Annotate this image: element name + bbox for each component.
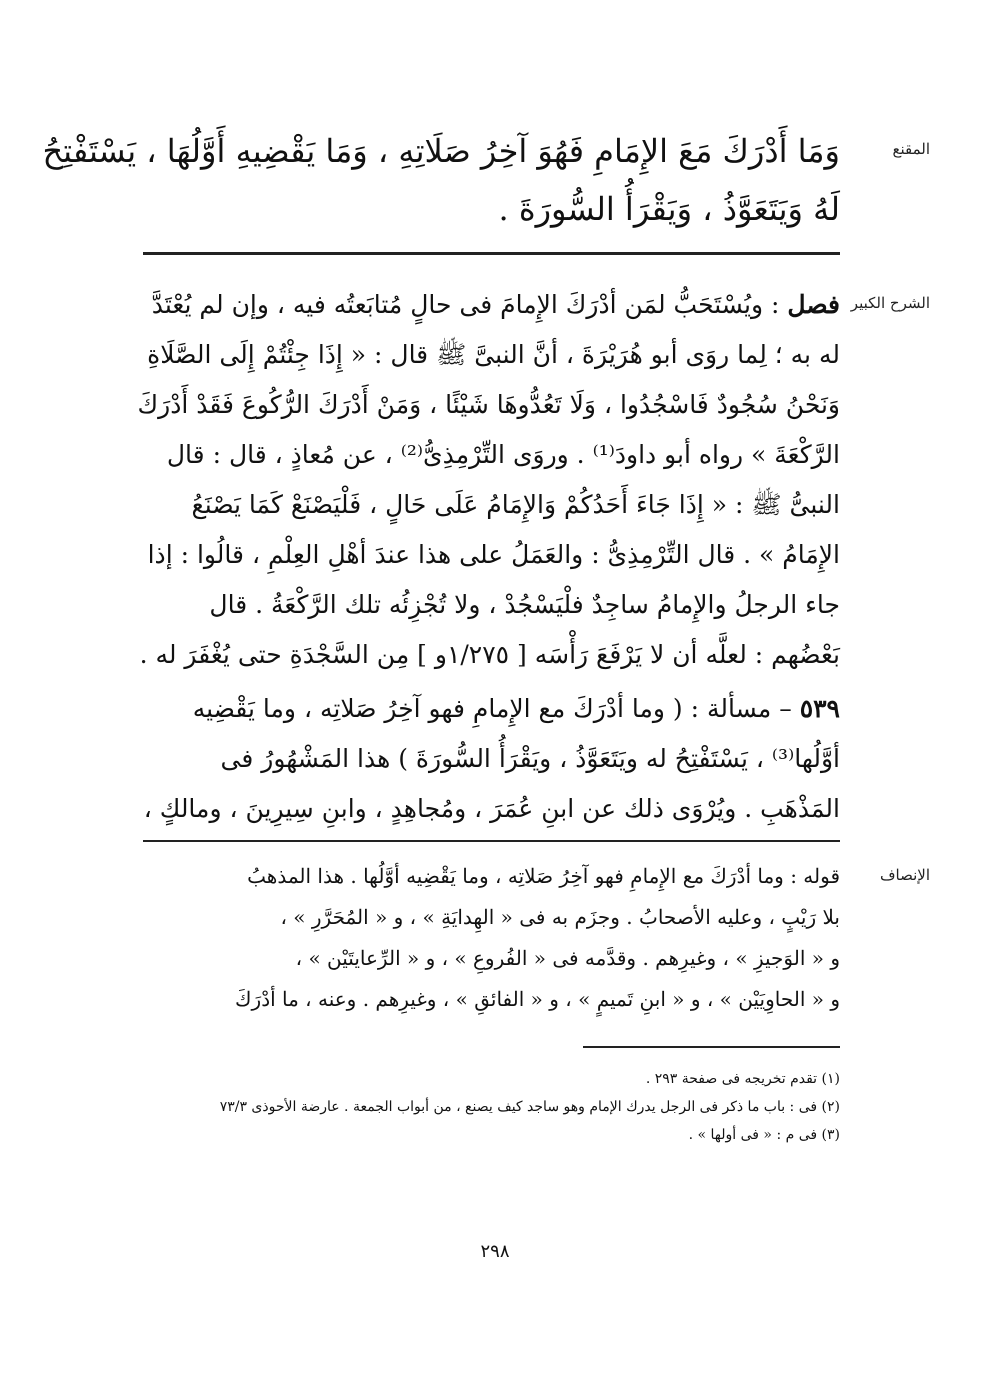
sharh-line: جاء الرجلُ والإِمامُ ساجِدٌ فلْيَسْجُدْ ، ولا تُجْزِئُه تلك الرَّكْعَةُ . قال <box>209 590 840 619</box>
masala-line: المَذْهَبِ . ويُرْوَى ذلك عن ابنِ عُمَرَ ، ومُجاهِدٍ ، وابنِ سِيرِينَ ، ومالكٍ ، <box>143 794 840 823</box>
insaf-line: بلا رَيْبٍ ، وعليه الأصحابُ . وجزَم به فى « الهِدايَةِ » ، و « المُحَرَّرِ » ، <box>280 905 840 929</box>
footnotes <box>140 1068 840 1152</box>
page-number: ٢٩٨ <box>480 1241 510 1262</box>
section-divider <box>143 252 840 255</box>
footnote: (٣) فى م : « فى أولها » . <box>688 1127 840 1143</box>
sharh-text <box>137 280 840 834</box>
insaf-line: و « الحاوِيَيْن » ، و « ابنِ تَميمٍ » ، و « الفائقِ » ، وغيرِهم . وعنه ، ما أدْرَكَ <box>235 987 840 1011</box>
sharh-line-text: : ويُسْتَحَبُّ لمَن أدْرَكَ الإِمامَ فى حالٍ مُتابَعتُه فيه ، وإن لم يُعْتَدَّ <box>151 290 780 319</box>
sharh-line: بَعْضُهم : لعلَّه أن لا يَرْفَعَ رَأْسَه [ ١/٢٧٥و ] مِن السَّجْدَةِ حتى يُغْفَرَ له . <box>139 640 840 669</box>
footnote: (٢) فى : باب ما ذكر فى الرجل يدرك الإمام وهو ساجد كيف يصنع ، من أبواب الجمعة . عارضة الأحوذى ٧٣/٣ <box>219 1099 840 1115</box>
section-label-sharh: الشرح الكبير <box>850 294 930 312</box>
insaf-text <box>140 856 840 1020</box>
masala-line: أوَّلُها⁽³⁾ ، يَسْتَفْتِحُ له ويَتَعَوَّذُ ، ويَقْرَأُ السُّورَةَ ) هذا المَشْهُورُ فى <box>220 744 840 773</box>
muqni-line: وَمَا أَدْرَكَ مَعَ الإِمَامِ فَهُوَ آخِرُ صَلَاتِهِ ، وَمَا يَقْضِيهِ أَوَّلُهَا ، يَسْتَفْتِحُ <box>42 132 840 170</box>
masala-line-text: – مسألة : ( وما أدْرَكَ مع الإِمامِ فهو آخِرُ صَلاتِه ، وما يَقْضِيه <box>192 694 792 723</box>
muqni-line: لَهُ وَيَتَعَوَّذُ ، وَيَقْرَأُ السُّورَةَ . <box>498 190 840 228</box>
masala-number: ٥٣٩ <box>799 694 840 723</box>
fasl-heading: فصل <box>787 290 840 319</box>
sharh-line: الإِمَامُ » . قال التِّرْمِذِىُّ : والعَمَلُ على هذا عندَ أهْلِ العِلْمِ ، قالُوا : إذا <box>147 540 840 569</box>
sharh-line <box>140 280 840 330</box>
insaf-line: قوله : وما أدْرَكَ مع الإِمامِ فهو آخِرُ صَلاتِه ، وما يَقْضِيه أوَّلُها . هذا المذهبُ <box>247 864 840 888</box>
sharh-line: وَنَحْنُ سُجُودٌ فَاسْجُدُوا ، وَلَا تَعُدُّوهَا شَيْئًا ، وَمَنْ أَدْرَكَ الرُّكُوعَ فَقَدْ أَدْرَكَ <box>137 390 840 419</box>
footnote: (١) تقدم تخريجه فى صفحة ٢٩٣ . <box>645 1071 840 1087</box>
section-label-muqni: المقنع <box>892 140 930 158</box>
sharh-line: له به ؛ لِما روَى أبو هُرَيْرَةَ ، أنَّ النبىَّ ﷺ قال : « إِذَا جِئْتُمْ إِلَى الصَّلَاةِ <box>147 340 840 369</box>
sharh-line: النبىُّ ﷺ : « إِذَا جَاءَ أَحَدُكُمْ وَالإِمَامُ عَلَى حَالٍ ، فَلْيَصْنَعْ كَمَا يَصْنَعُ <box>191 490 840 519</box>
muqni-text <box>42 122 840 238</box>
sharh-line: الرَّكْعَةَ » رواه أبو داودَ⁽¹⁾ . وروَى التِّرْمِذِىُّ⁽²⁾ ، عن مُعاذٍ ، قال : قال <box>166 440 840 469</box>
section-divider <box>143 840 840 842</box>
footnote-divider <box>583 1046 840 1048</box>
insaf-line: و « الوَجيزِ » ، وغيرِهم . وقدَّمه فى « الفُروعِ » ، و « الرِّعايتَيْن » ، <box>295 946 840 970</box>
section-label-insaf: الإنصاف <box>879 866 930 884</box>
masala-line <box>140 684 840 734</box>
